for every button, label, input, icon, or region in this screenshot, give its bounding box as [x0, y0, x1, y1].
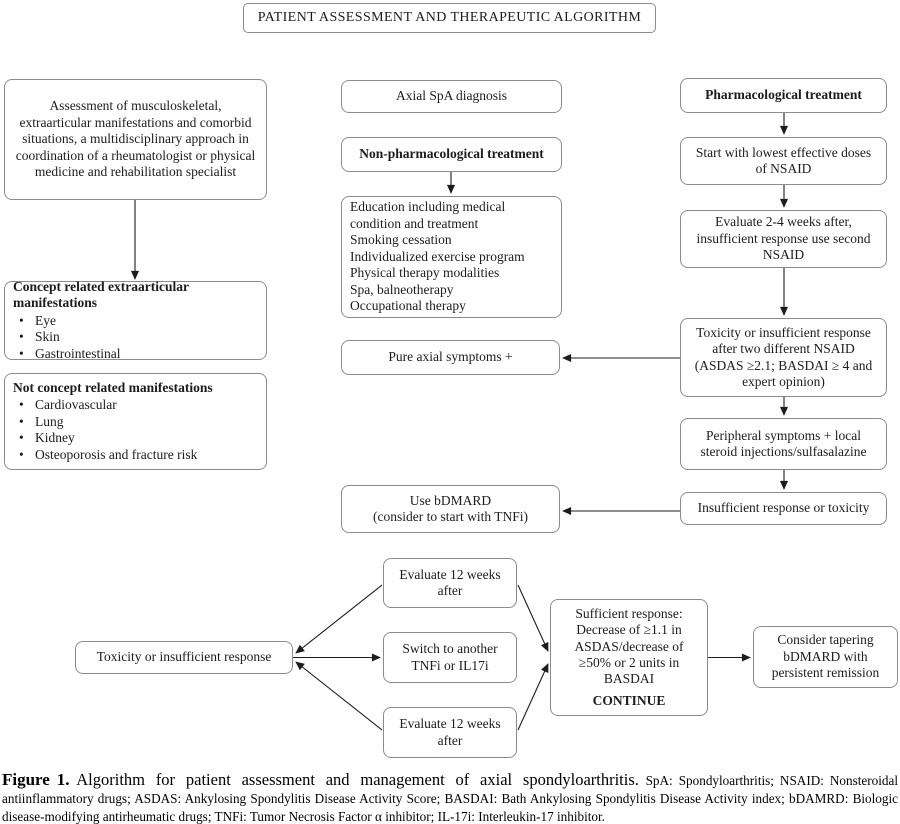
peripheral-symptoms-label: Peripheral symptoms + local steroid injections/sulfasalazine [700, 427, 867, 459]
not-concept-manifestations-box [4, 373, 267, 470]
concept-item [13, 329, 60, 345]
switch-tnfi-label: Switch to another TNFi or IL17i [402, 641, 498, 673]
not-concept-item [13, 397, 117, 413]
evaluate-12-weeks-bottom-box [383, 707, 517, 758]
not-concept-item-label: • Lung [35, 413, 64, 429]
figure-caption-label: Figure 1. [2, 770, 70, 789]
pure-axial-symptoms-label: Pure axial symptoms + [388, 349, 513, 365]
insufficient-response-label: Insufficient response or toxicity [697, 500, 870, 516]
evaluate-2-4-weeks-box [680, 210, 887, 268]
peripheral-symptoms-box [680, 418, 887, 470]
use-bdmard-box [341, 485, 560, 533]
consider-tapering-label: Consider tapering bDMARD with persistent remission [771, 632, 880, 681]
figure-caption-main: Algorithm for patient assessment and management of axial spondyloarthritis. [76, 770, 639, 789]
pharmacological-treatment-box [680, 78, 887, 113]
arrow-evaluate12top-to-toxicity2 [296, 585, 382, 653]
sufficient-response-line: Sufficient response: [575, 605, 683, 621]
title-label: PATIENT ASSESSMENT AND THERAPEUTIC ALGORITHM [257, 10, 642, 26]
title-box [243, 3, 656, 33]
concept-item [13, 346, 120, 362]
education-item: Smoking cessation [350, 232, 452, 248]
switch-tnfi-box [383, 632, 517, 683]
sufficient-response-line: ASDAS/decrease of [574, 638, 684, 654]
assessment-box [4, 79, 267, 200]
not-concept-item [13, 430, 75, 446]
evaluate-2-4-weeks-label: Evaluate 2-4 weeks after, insufficient response use second NSAID [696, 214, 871, 263]
education-item: Occupational therapy [350, 298, 466, 314]
arrow-evaluate12top-to-sufficient [518, 585, 548, 651]
education-item: Physical therapy modalities [350, 265, 500, 281]
sufficient-response-line: Decrease of ≥1.1 in [576, 622, 682, 638]
not-concept-item [13, 414, 64, 430]
figure-caption-abbreviations: SpA: Spondyloarthritis; NSAID: Nonsteroidal antiinflammatory drugs; ASDAS: Ankylosing Spondylitis Disease Activity Score; BASDAI: Bath Ankylosing Spondylitis Disease Activity index; bDAMRD: Biologic disease-modifying antirheumatic drugs; TNFi: Tumor Necrosis Factor α inhibitor; IL-17i: Interleukin-17 inhibitor. [2, 773, 899, 824]
concept-item [13, 313, 56, 329]
axial-spa-diagnosis-label: Axial SpA diagnosis [395, 88, 507, 104]
not-concept-heading: Not concept related manifestations [13, 379, 213, 395]
start-nsaid-box [680, 137, 887, 185]
toxicity-insufficient-response-label: Toxicity or insufficient response [96, 649, 272, 665]
non-pharmacological-treatment-box [341, 137, 562, 172]
arrow-evaluate12bottom-to-sufficient [518, 664, 548, 730]
consider-tapering-box [753, 626, 898, 688]
sufficient-response-line: ≥50% or 2 units in [578, 655, 680, 670]
start-nsaid-label: Start with lowest effective doses of NSAID [695, 144, 872, 176]
use-bdmard-line1: Use bDMARD [409, 492, 492, 508]
education-item: Individualized exercise program [350, 248, 525, 264]
not-concept-item-label: • Osteoporosis and fracture risk [35, 446, 198, 462]
toxicity-two-nsaid-box [680, 318, 887, 397]
not-concept-item-label: • Cardiovascular [35, 397, 117, 413]
evaluate-12-weeks-bottom-label: Evaluate 12 weeks after [399, 716, 501, 748]
sufficient-response-line: BASDAI [603, 671, 655, 687]
concept-item-label: • Eye [35, 312, 56, 328]
not-concept-item-label: • Kidney [35, 430, 75, 446]
assessment-label: Assessment of musculoskeletal, extraarticular manifestations and comorbid situations, a multidisciplinary approach in coordination of a rheumatologist or physical medicine and rehabilitation specialist [15, 98, 256, 180]
insufficient-response-box [680, 492, 887, 525]
evaluate-12-weeks-top-box [383, 558, 517, 608]
axial-spa-diagnosis-box [341, 80, 562, 113]
toxicity-insufficient-response-box [75, 641, 293, 674]
arrow-evaluate12bottom-to-toxicity2 [296, 662, 382, 730]
figure-caption [2, 770, 898, 824]
use-bdmard-line2: (consider to start with TNFi) [373, 509, 528, 524]
evaluate-12-weeks-top-label: Evaluate 12 weeks after [399, 566, 501, 598]
pure-axial-symptoms-box [341, 340, 560, 375]
pharmacological-treatment-label: Pharmacological treatment [705, 87, 862, 103]
continue-label: CONTINUE [592, 692, 666, 708]
sufficient-response-box [550, 599, 708, 716]
education-item: Spa, balneotherapy [350, 281, 454, 297]
toxicity-two-nsaid-label: Toxicity or insufficient response after two different NSAID (ASDAS ≥2.1; BASDAI ≥ 4 and expert opinion) [694, 324, 873, 389]
not-concept-item [13, 447, 197, 463]
concept-heading: Concept related extraarticular manifestations [13, 278, 189, 311]
concept-manifestations-box [4, 278, 267, 361]
education-box [341, 196, 562, 318]
education-item: Education including medical condition and treatment [350, 199, 506, 231]
non-pharmacological-treatment-label: Non-pharmacological treatment [359, 146, 544, 162]
concept-item-label: • Gastrointestinal [35, 345, 121, 361]
concept-item-label: • Skin [35, 329, 60, 345]
